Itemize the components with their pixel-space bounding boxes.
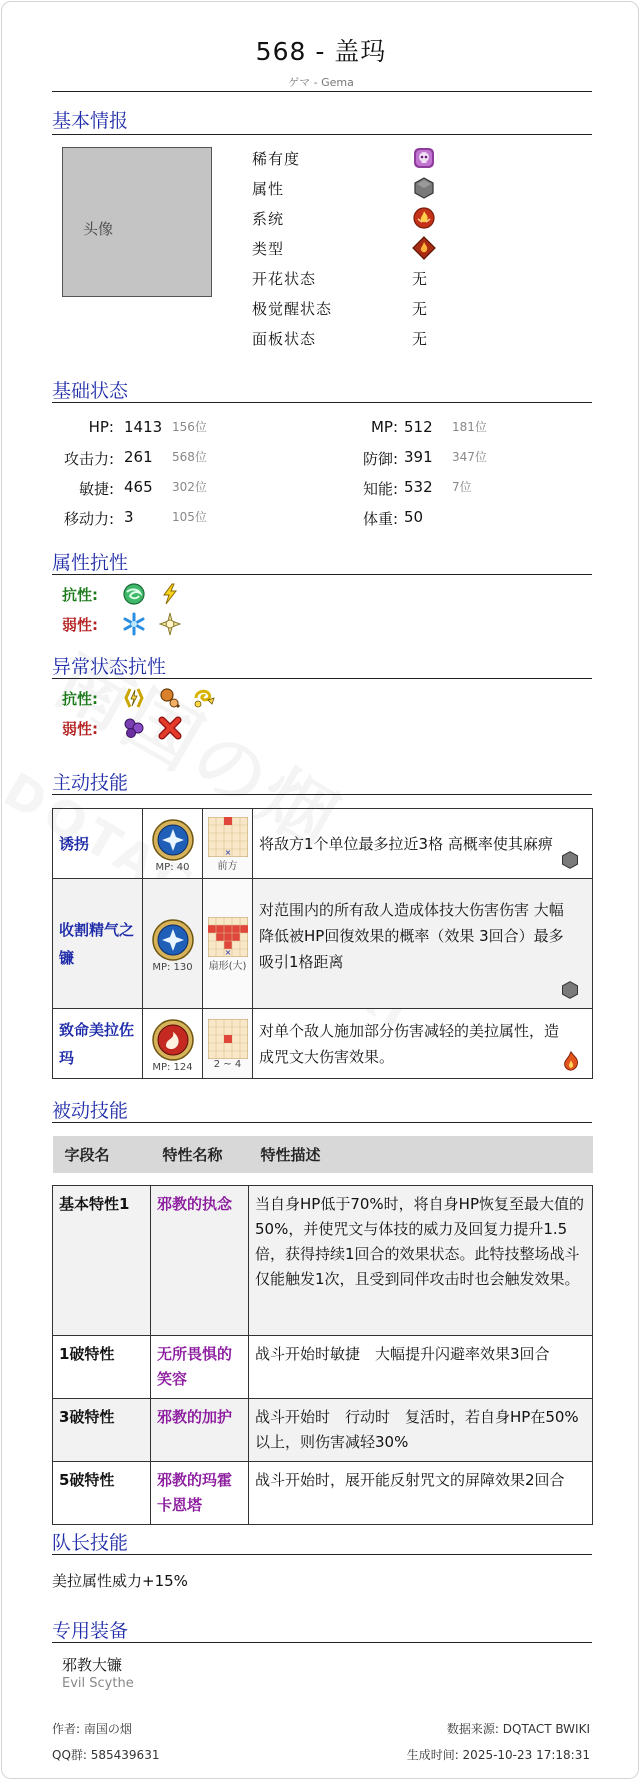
footer-author: 作者: 南国の烟	[52, 1722, 132, 1736]
stat-atk-label: 攻击力:	[63, 450, 114, 468]
info-label-rarity: 稀有度	[252, 150, 301, 168]
section-resist-title: 属性抗性	[52, 552, 129, 574]
passive-desc: 战斗开始时，展开能反射咒文的屏障效果2回合	[249, 1461, 593, 1524]
active-skill-icon-cell	[143, 809, 203, 879]
paralysis-icon	[122, 686, 146, 710]
avatar-label: 头像	[83, 220, 114, 238]
active-skill-desc: 对单个敌人施加部分伤害减轻的美拉属性，造成咒文大伤害效果。	[259, 1021, 560, 1066]
passive-desc: 战斗开始时 行动时 复活时，若自身HP在50%以上，则伤害减轻30%	[249, 1398, 593, 1461]
seal-icon	[158, 716, 182, 740]
rarity-skull-icon	[412, 146, 436, 170]
section-leader-title: 队长技能	[52, 1532, 129, 1554]
active-skill-mp: MP: 124	[152, 1062, 193, 1073]
ice-icon	[122, 612, 146, 636]
section-leader-divider	[52, 1554, 592, 1555]
poison-icon	[122, 716, 146, 740]
stat-int-rank: 7位	[452, 480, 472, 494]
passive-header-row	[53, 1136, 593, 1173]
skill-star-icon	[151, 818, 195, 862]
stat-def-value: 391	[404, 448, 433, 466]
stat-atk-rank: 568位	[172, 450, 207, 464]
active-skill-desc-cell	[253, 879, 593, 1009]
active-skill-desc-cell	[253, 1009, 593, 1079]
page-title: 568 - 盖玛	[255, 37, 387, 66]
active-skill-name: 致命美拉佐玛	[53, 1009, 143, 1079]
active-skill-range: 前方	[217, 861, 238, 872]
footer-qq: QQ群: 585439631	[52, 1748, 160, 1762]
stat-mp-rank: 181位	[452, 420, 487, 434]
type-diamond-icon	[412, 236, 436, 260]
passive-row	[53, 1335, 593, 1398]
stat-agi-rank: 302位	[172, 480, 207, 494]
passive-header-name: 特性名称	[151, 1136, 249, 1173]
passive-skills-table	[52, 1136, 593, 1525]
sleep-icon	[158, 686, 182, 710]
section-passive-title: 被动技能	[52, 1100, 129, 1122]
system-flame-icon	[412, 206, 436, 230]
status-resist-bad-label: 弱性:	[62, 720, 98, 738]
passive-header-desc: 特性描述	[249, 1136, 593, 1173]
active-skill-range-cell	[203, 1009, 253, 1079]
stat-move-label: 移动力:	[63, 510, 114, 528]
active-skill-row	[53, 1009, 593, 1079]
active-skill-row	[53, 879, 593, 1009]
passive-field: 基本特性1	[53, 1185, 151, 1335]
passive-row	[53, 1398, 593, 1461]
page-subtitle: ゲマ - Gema	[288, 76, 354, 89]
section-status-resist-divider	[52, 678, 592, 679]
title-divider	[52, 91, 592, 92]
svg-text:×: ×	[224, 948, 231, 957]
section-equip-divider	[52, 1642, 592, 1643]
info-label-attribute: 属性	[252, 180, 285, 198]
section-resist-divider	[52, 574, 592, 575]
skill-star-icon	[151, 918, 195, 962]
stat-int-value: 532	[404, 478, 433, 496]
stat-hp-value: 1413	[124, 418, 163, 436]
passive-name: 邪教的玛霍卡恩塔	[151, 1461, 249, 1524]
status-resist-good-label: 抗性:	[62, 690, 98, 708]
info-label-bloom: 开花状态	[252, 270, 317, 288]
info-value-awaken: 无	[412, 300, 428, 318]
stat-move-value: 3	[124, 508, 134, 526]
active-skill-range: 扇形(大)	[208, 961, 247, 972]
section-basic-divider	[52, 134, 592, 135]
equip-en-name: Evil Scythe	[62, 1676, 134, 1691]
passive-name: 无所畏惧的笑容	[151, 1335, 249, 1398]
stat-weight-value: 50	[404, 508, 424, 526]
stat-hp-label: HP:	[88, 418, 114, 436]
active-skill-range: 2 ~ 4	[213, 1059, 242, 1070]
info-value-panel: 无	[412, 330, 428, 348]
active-skills-table	[52, 808, 593, 1079]
range-grid-icon	[208, 917, 248, 957]
passive-field: 3破特性	[53, 1398, 151, 1461]
gray-hexagon-icon	[560, 850, 580, 870]
page-card	[1, 1, 639, 1779]
resist-bad-label: 弱性:	[62, 616, 98, 634]
header	[2, 32, 639, 90]
svg-text:×: ×	[224, 848, 231, 857]
info-label-panel: 面板状态	[252, 330, 317, 348]
flame-attribute-icon	[560, 1050, 582, 1072]
active-skill-name: 诱拐	[53, 809, 143, 879]
active-skill-desc-cell	[253, 809, 593, 879]
passive-field: 1破特性	[53, 1335, 151, 1398]
active-skill-icon-cell	[143, 879, 203, 1009]
leader-skill-text: 美拉属性威力+15%	[52, 1572, 188, 1590]
active-skill-icon-cell	[143, 1009, 203, 1079]
stat-mp-label: MP:	[370, 418, 398, 436]
range-grid-icon	[208, 1019, 248, 1059]
stat-atk-value: 261	[124, 448, 153, 466]
active-skill-desc: 对范围内的所有敌人造成体技大伤害伤害 大幅降低被HP回復效果的概率（效果 3回合）最多吸引1格距离	[259, 900, 564, 971]
info-label-system: 系统	[252, 210, 285, 228]
section-stats-title: 基础状态	[52, 380, 129, 402]
resist-good-label: 抗性:	[62, 586, 98, 604]
passive-name: 邪教的加护	[151, 1398, 249, 1461]
footer-time: 生成时间: 2025-10-23 17:18:31	[406, 1748, 590, 1762]
section-status-resist-title: 异常状态抗性	[52, 656, 167, 678]
section-basic-title: 基本情报	[52, 110, 129, 132]
passive-row	[53, 1461, 593, 1524]
active-skill-mp: MP: 130	[152, 962, 193, 973]
passive-desc: 战斗开始时敏捷 大幅提升闪避率效果3回合	[249, 1335, 593, 1398]
info-label-type: 类型	[252, 240, 285, 258]
section-stats-divider	[52, 402, 592, 403]
stat-agi-value: 465	[124, 478, 153, 496]
stat-agi-label: 敏捷:	[78, 480, 114, 498]
equip-name: 邪教大镰	[62, 1656, 123, 1674]
range-grid-icon	[208, 817, 248, 857]
section-active-divider	[52, 794, 592, 795]
gray-hexagon-icon	[560, 980, 580, 1000]
info-label-awaken: 极觉醒状态	[252, 300, 333, 318]
stat-hp-rank: 156位	[172, 420, 207, 434]
stat-weight-label: 体重:	[362, 510, 398, 528]
active-skill-range-cell	[203, 879, 253, 1009]
active-skill-mp: MP: 40	[155, 862, 190, 873]
section-active-title: 主动技能	[52, 772, 129, 794]
gray-hexagon-icon	[412, 176, 436, 200]
stat-mp-value: 512	[404, 418, 433, 436]
passive-name: 邪教的执念	[151, 1185, 249, 1335]
light-icon	[158, 612, 182, 636]
avatar	[62, 147, 212, 297]
active-skill-range-cell	[203, 809, 253, 879]
passive-field: 5破特性	[53, 1461, 151, 1524]
active-skill-desc: 将敌方1个单位最多拉近3格 高概率使其麻痹	[259, 834, 553, 853]
stat-def-label: 防御:	[362, 450, 398, 468]
lightning-icon	[158, 582, 182, 606]
active-skill-name: 收割精气之镰	[53, 879, 143, 1009]
passive-desc: 当自身HP低于70%时，将自身HP恢复至最大值的50%，并使咒文与体技的威力及回复力提升1.5倍，获得持续1回合的效果状态。此特技整场战斗仅能触发1次，且受到同伴攻击时也会触发效果。	[249, 1185, 593, 1335]
info-value-bloom: 无	[412, 270, 428, 288]
section-equip-title: 专用装备	[52, 1620, 129, 1642]
wind-icon	[122, 582, 146, 606]
footer-source: 数据来源: DQTACT BWIKI	[446, 1722, 590, 1736]
active-skill-row	[53, 809, 593, 879]
stat-int-label: 知能:	[362, 480, 398, 498]
section-passive-divider	[52, 1122, 592, 1123]
passive-header-field: 字段名	[53, 1136, 151, 1173]
passive-row	[53, 1185, 593, 1335]
confusion-icon	[192, 686, 216, 710]
stat-move-rank: 105位	[172, 510, 207, 524]
skill-fire-icon	[151, 1018, 195, 1062]
stat-def-rank: 347位	[452, 450, 487, 464]
